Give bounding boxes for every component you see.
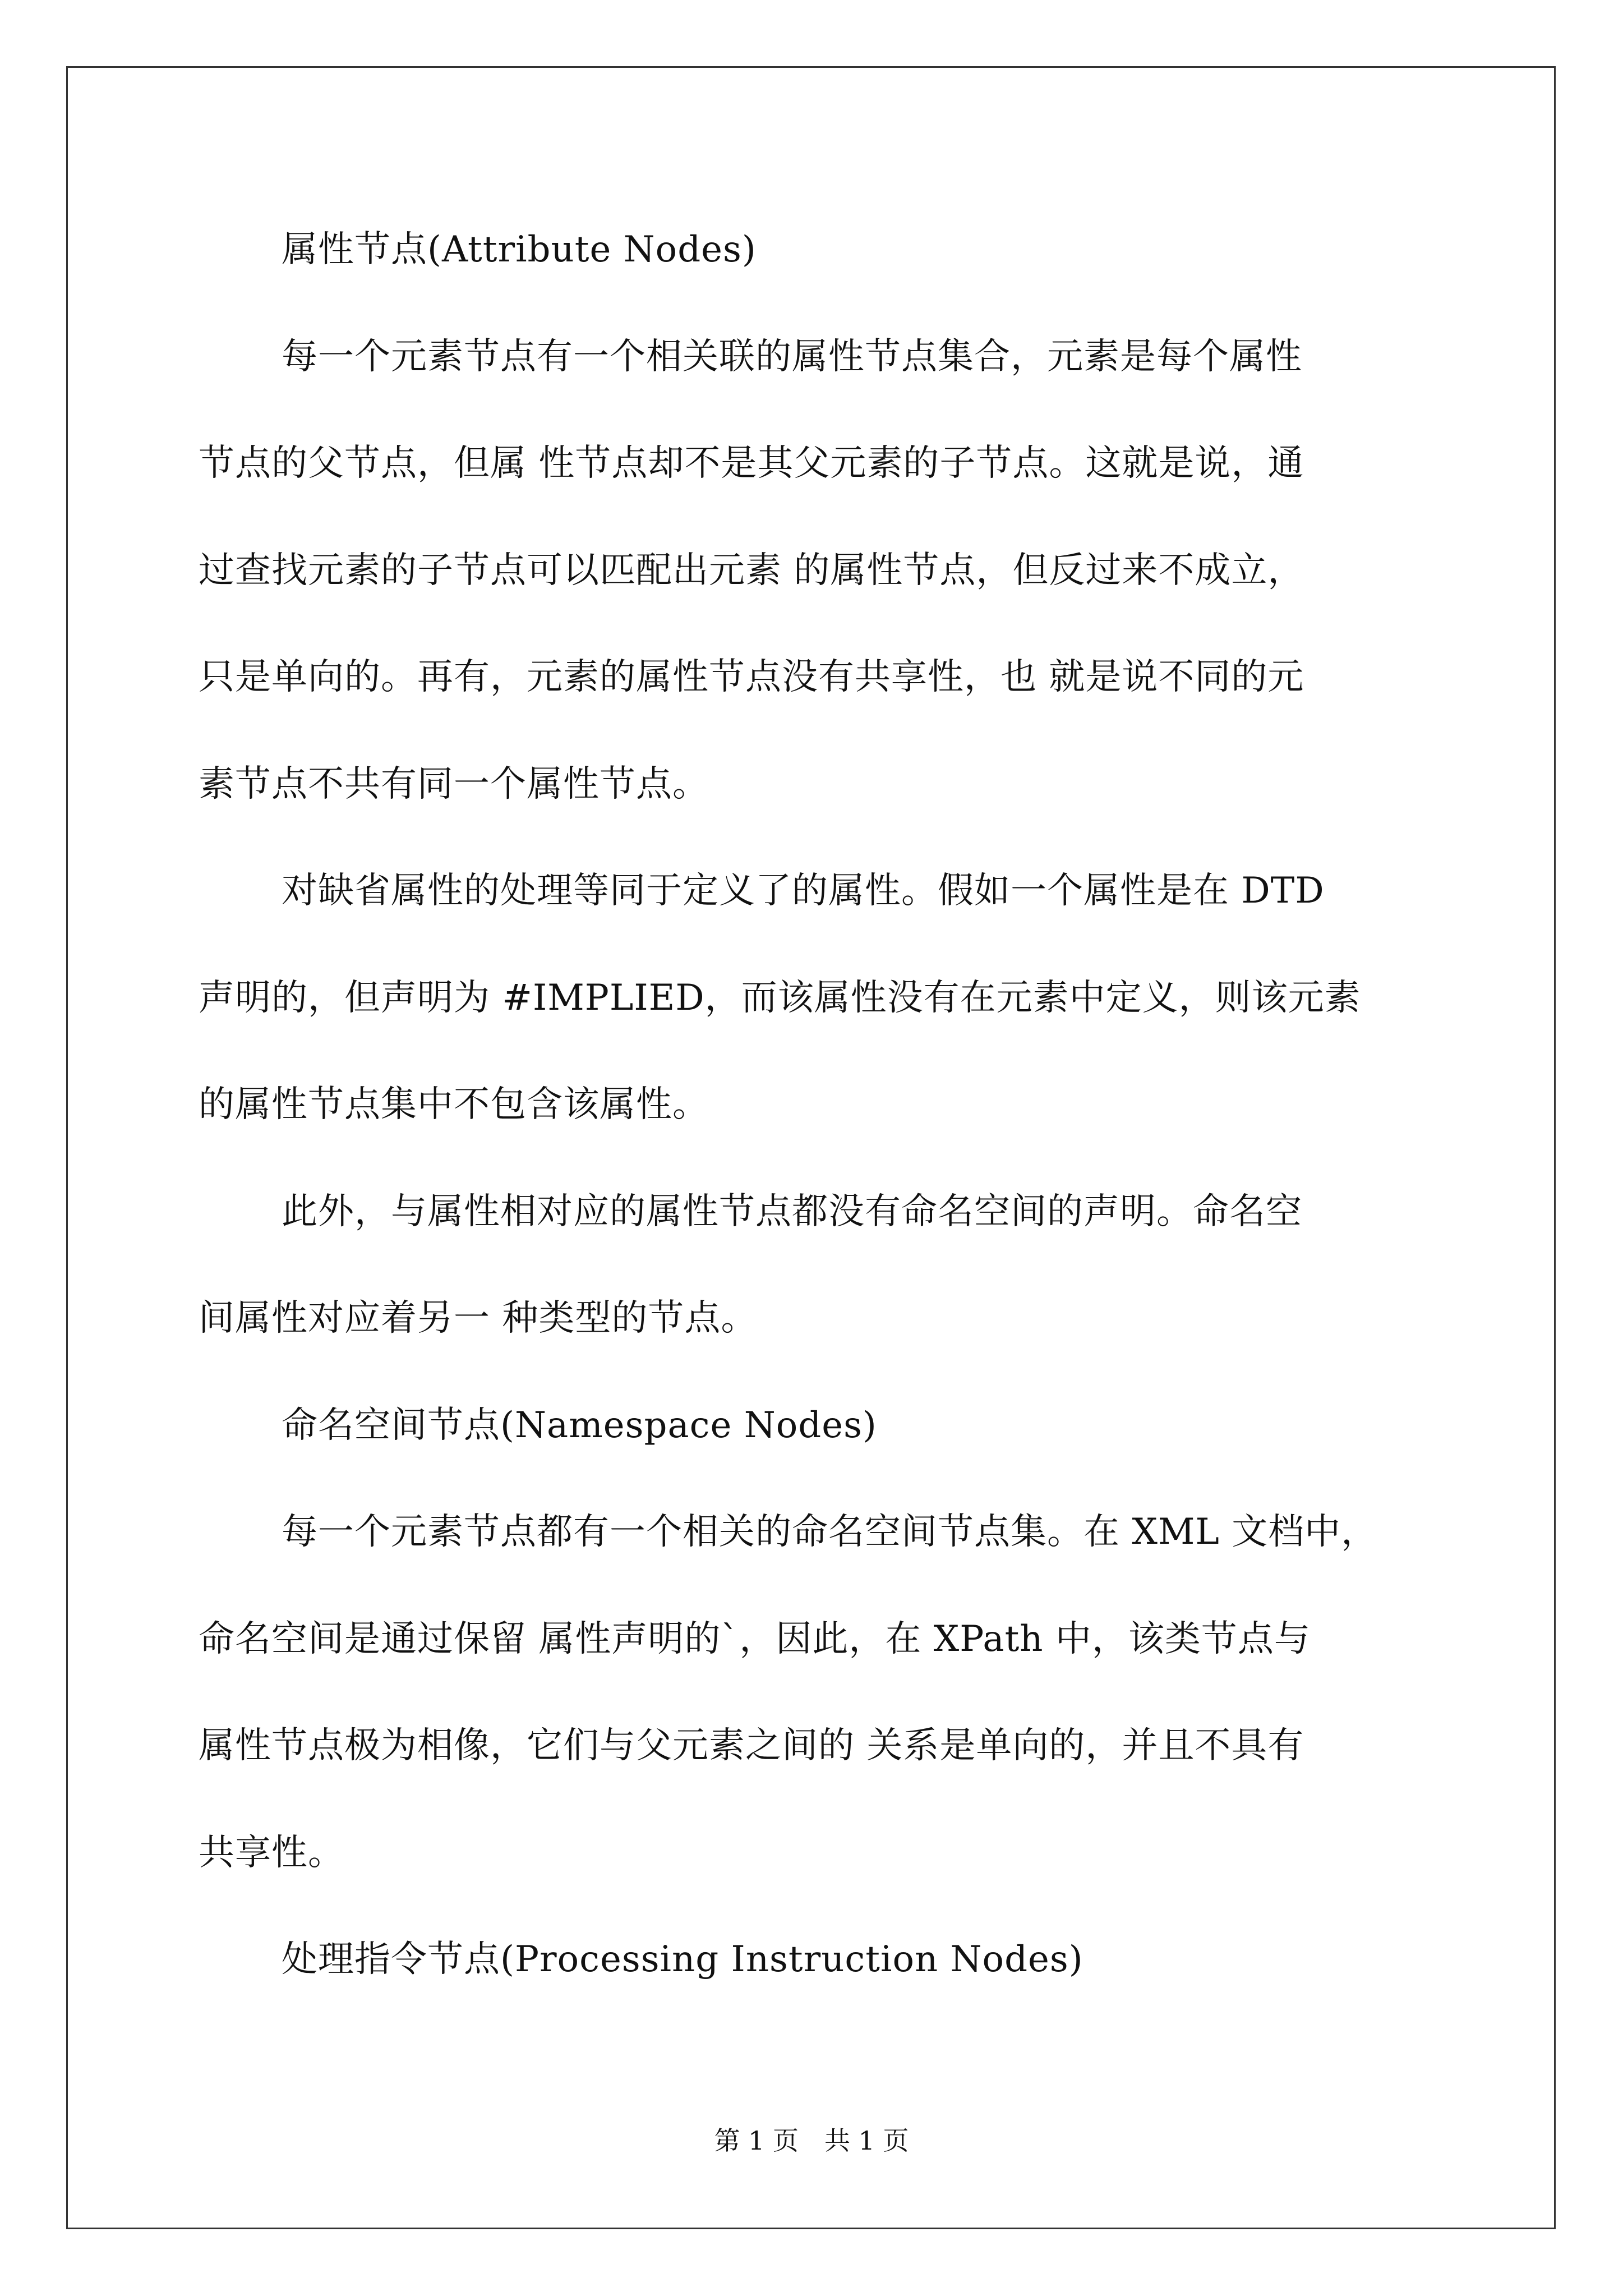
paragraph-line: 对缺省属性的处理等同于定义了的属性。假如一个属性是在 DTD [282,870,1325,912]
paragraph-line: 间属性对应着另一 种类型的节点。 [199,1297,758,1339]
paragraph-line: 共享性。 [199,1832,344,1874]
document-body [199,216,1432,2033]
paragraph-line: 素节点不共有同一个属性节点。 [199,763,709,805]
heading-attribute-nodes: 属性节点(Attribute Nodes) [282,229,757,270]
paragraph-line: 每一个元素节点有一个相关联的属性节点集合，元素是每个属性 [282,335,1302,378]
paragraph-line: 命名空间是通过保留 属性声明的`，因此，在 XPath 中，该类节点与 [199,1618,1311,1660]
page-footer: 第 1 页 共 1 页 [714,2125,909,2156]
heading-processing-instruction-nodes: 处理指令节点(Processing Instruction Nodes) [282,1939,1083,1980]
paragraph-line: 此外，与属性相对应的属性节点都没有命名空间的声明。命名空 [282,1190,1302,1232]
paragraph-line: 声明的，但声明为 #IMPLIED，而该属性没有在元素中定义，则该元素 [199,977,1361,1019]
paragraph-line: 节点的父节点，但属 性节点却不是其父元素的子节点。这就是说，通 [199,443,1304,484]
paragraph-line: 的属性节点集中不包含该属性。 [199,1084,709,1125]
paragraph-line: 每一个元素节点都有一个相关的命名空间节点集。在 XML 文档中， [282,1511,1378,1553]
paragraph-line: 属性节点极为相像，它们与父元素之间的 关系是单向的，并且不具有 [199,1725,1304,1766]
heading-namespace-nodes: 命名空间节点(Namespace Nodes) [282,1404,877,1446]
paragraph-line: 过查找元素的子节点可以匹配出元素 的属性节点，但反过来不成立， [199,549,1304,591]
paragraph-line: 只是单向的。再有，元素的属性节点没有共享性，也 就是说不同的元 [199,656,1304,698]
